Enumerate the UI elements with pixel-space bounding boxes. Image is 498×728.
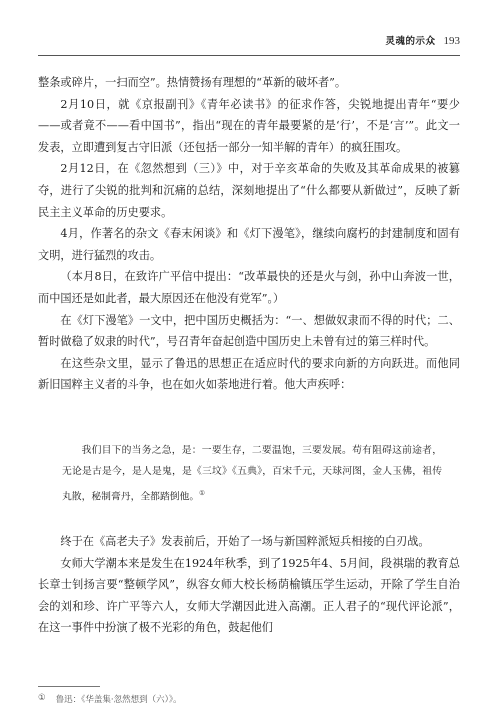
paragraph: 整条或碎片，一扫而空”。热情赞扬有理想的“革新的破坏者”。 (38, 76, 347, 89)
paragraph: 2月12日，在《忽然想到（三）》中，对于辛亥革命的失败及其革命成果的被篡夺，进行了尖锐的批判和沉痛的总结，深刻地提出了“什么都要从新做过”，反映了新民主主义革命的历史要求。 (38, 162, 460, 219)
footnote-mark: ① (38, 693, 46, 703)
footnote-text: 鲁迅：《华盖集·忽然想到（六）》。 (55, 695, 182, 705)
footnote-divider (38, 686, 100, 687)
paragraph: 4月，作著名的杂文《春末闲谈》和《灯下漫笔》，继续向腐朽的封建制度和固有文明，进行猛烈的攻击。 (38, 227, 460, 262)
footnote-reference: ① (199, 488, 205, 497)
paragraph: 在这些杂文里，显示了鲁迅的思想正在适应时代的要求向新的方向跃进。而他同新旧国粹主义者的斗争，也在如火如荼地进行着。他大声疾呼： (38, 356, 460, 392)
main-text (38, 72, 460, 396)
paragraph: 女师大学潮本来是发生在1924年秋季，到了1925年4、5月间，段祺瑞的教育总长章士钊扬言要“整顿学风”，纵容女师大校长杨荫榆镇压学生运动，开除了学生自治会的刘和珍、许广平等六人，女师大学潮因此进入高潮。正人君子的“现代评论派”，在这一事件中扮演了极不光彩的角色，鼓起他们 (38, 556, 460, 635)
header-divider (38, 55, 460, 56)
paragraph: （本月8日，在致许广平信中提出：“改革最快的还是火与剑，孙中山奔波一世，而中国还是如此者，最大原因还在他没有党军”。） (38, 270, 460, 305)
running-title: 灵魂的示众 (385, 36, 436, 47)
paragraph: 在《灯下漫笔》一文中，把中国历史概括为：“一、想做奴隶而不得的时代；二、暂时做稳了奴隶的时代”，号召青年奋起创造中国历史上未曾有过的第三样时代。 (38, 313, 460, 349)
quote-text: 我们目下的当务之急，是：一要生存，二要温饱，三要发展。苟有阻碍这前途者，无论是古是今，是人是鬼，是《三坟》《五典》，百宋千元，天球河图，金人玉佛，祖传丸散，秘制膏丹，全都踏倒他。 (62, 445, 442, 502)
page-number: 193 (443, 35, 460, 47)
paragraph: 2月10日，就《京报副刊》《青年必读书》的征求作答，尖锐地提出青年“要少——或者竟不——看中国书”，指出“现在的青年最要紧的是‘行’，不是‘言’”。此文一发表，立即遭到复古守旧派（还包括一部分一知半解的青年）的疯狂围攻。 (38, 97, 460, 154)
footnote (38, 693, 182, 705)
running-header (385, 33, 460, 49)
main-text-continued (38, 531, 460, 639)
block-quote (62, 441, 442, 508)
paragraph: 终于在《高老夫子》发表前后，开始了一场与新国粹派短兵相接的白刃战。 (60, 535, 430, 548)
